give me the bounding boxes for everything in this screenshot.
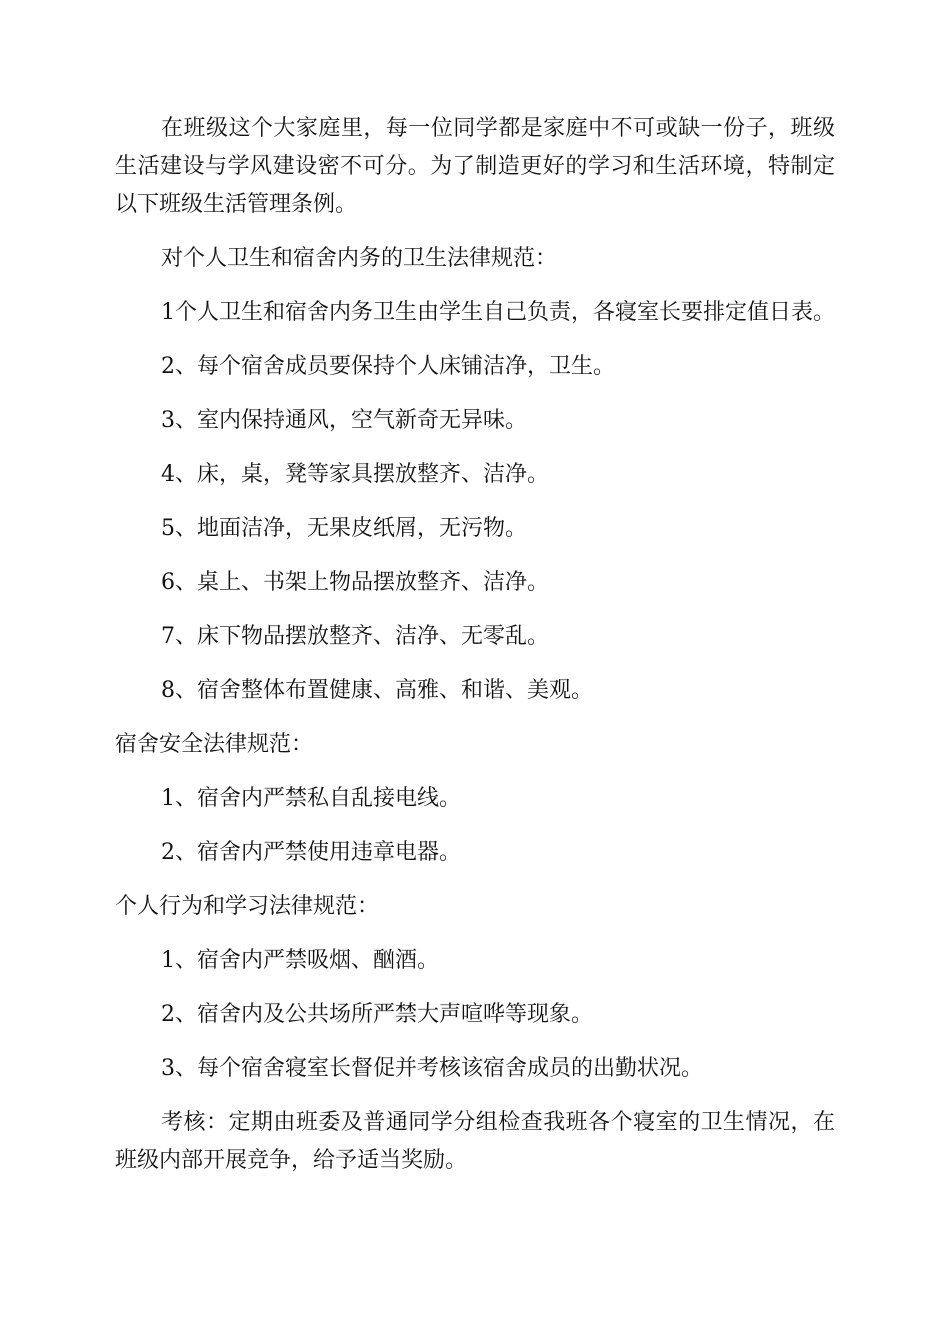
safety-item-1: 1、宿舍内严禁私自乱接电线。 — [161, 786, 461, 811]
behavior-item-2: 2、宿舍内及公共场所严禁大声喧哗等现象。 — [161, 1002, 593, 1027]
hygiene-item-4: 4、床，桌，凳等家具摆放整齐、洁净。 — [161, 462, 549, 487]
assessment-paragraph: 考核：定期由班委及普通同学分组检查我班各个寝室的卫生情况，在班级内部开展竞争，给予适当奖励。 — [115, 1110, 835, 1173]
hygiene-item-7: 7、床下物品摆放整齐、洁净、无零乱。 — [161, 624, 549, 649]
hygiene-item-3: 3、室内保持通风，空气新奇无异味。 — [161, 408, 527, 433]
safety-item-2: 2、宿舍内严禁使用违章电器。 — [161, 840, 461, 865]
behavior-heading: 个人行为和学习法律规范： — [115, 894, 380, 919]
behavior-item-3: 3、每个宿舍寝室长督促并考核该宿舍成员的出勤状况。 — [161, 1056, 703, 1081]
document-page — [115, 110, 835, 1196]
hygiene-item-6: 6、桌上、书架上物品摆放整齐、洁净。 — [161, 570, 549, 595]
safety-heading: 宿舍安全法律规范： — [115, 732, 314, 757]
hygiene-item-2: 2、每个宿舍成员要保持个人床铺洁净，卫生。 — [161, 354, 615, 379]
hygiene-item-8: 8、宿舍整体布置健康、高雅、和谐、美观。 — [161, 678, 593, 703]
hygiene-item-5: 5、地面洁净，无果皮纸屑，无污物。 — [161, 516, 527, 541]
behavior-item-1: 1、宿舍内严禁吸烟、酗酒。 — [161, 948, 439, 973]
hygiene-item-1: 1个人卫生和宿舍内务卫生由学生自己负责，各寝室长要排定值日表。 — [161, 300, 835, 325]
intro-paragraph: 在班级这个大家庭里，每一位同学都是家庭中不可或缺一份子，班级生活建设与学风建设密不可分。为了制造更好的学习和生活环境，特制定以下班级生活管理条例。 — [115, 116, 835, 217]
hygiene-heading: 对个人卫生和宿舍内务的卫生法律规范： — [161, 246, 558, 271]
